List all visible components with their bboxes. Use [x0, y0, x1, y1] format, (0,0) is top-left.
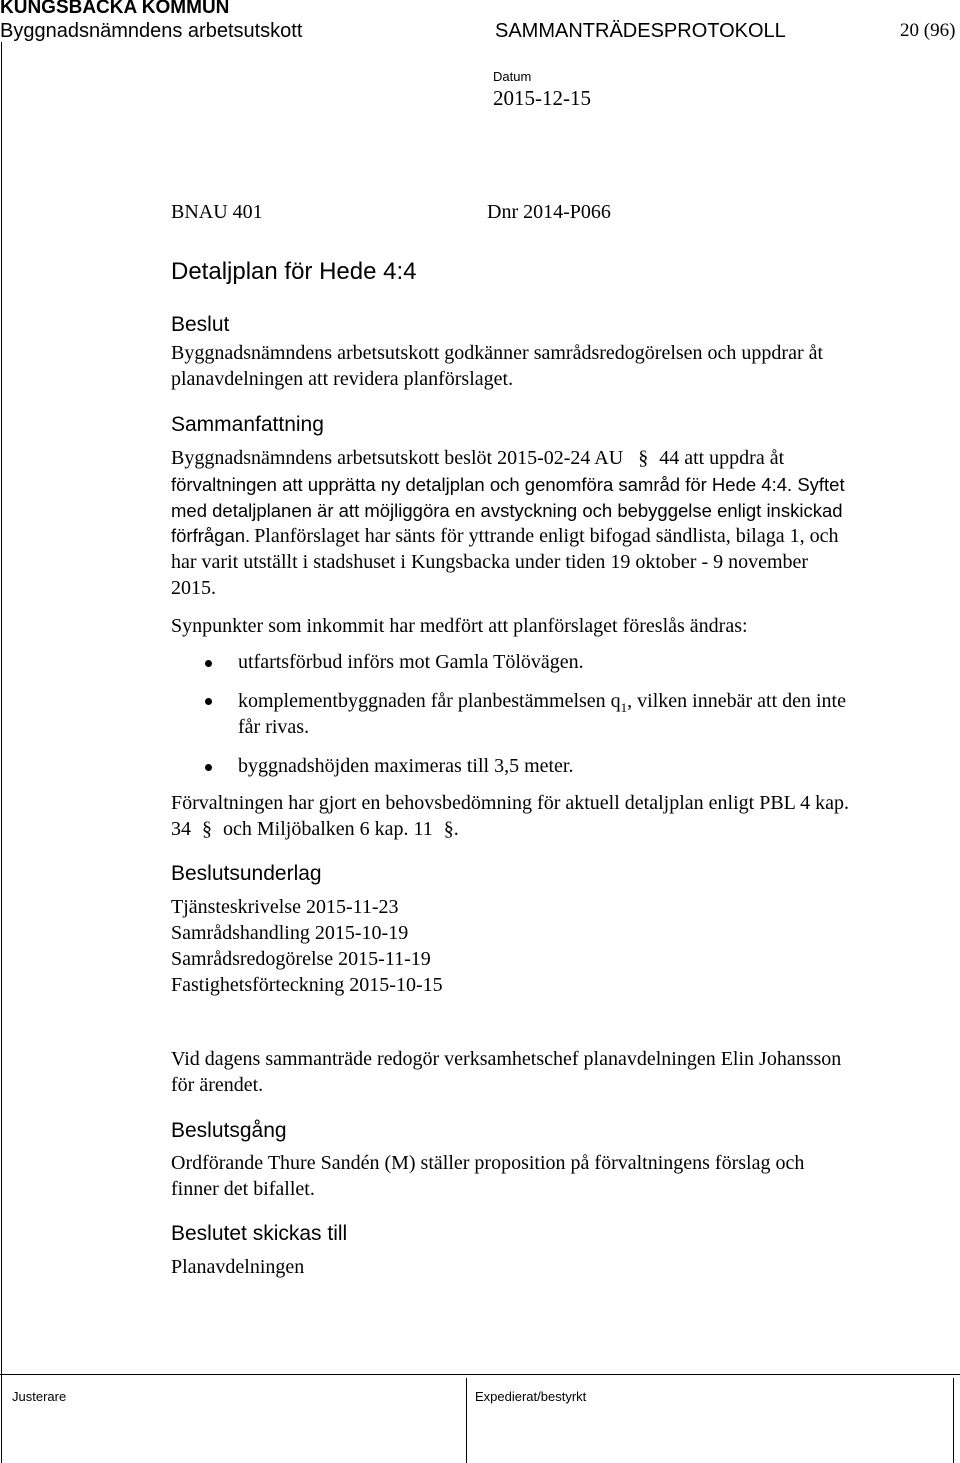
beslut-text-line: planavdelningen att revidera planförslaget.	[171, 368, 514, 390]
summary-text-line: med detaljplanen är att möjliggöra en avstyckning och bebyggelse enligt inskickad	[171, 500, 843, 521]
case-number: BNAU 401	[171, 201, 263, 223]
summary-text-segment: Byggnadsnämndens arbetsutskott beslöt 2015-02-24 AU	[171, 447, 624, 469]
dnr-number: Dnr 2014-P066	[487, 201, 611, 223]
section-sign: §	[638, 447, 649, 469]
bullet-icon	[205, 698, 212, 705]
section-heading-beslutsgang: Beslutsgång	[171, 1119, 287, 1142]
subscript: 1	[620, 700, 628, 715]
meeting-date: 2015-12-15	[493, 86, 591, 110]
assessment-text-line	[171, 818, 459, 841]
section-heading-skickas: Beslutet skickas till	[171, 1222, 348, 1245]
summary-text-line: har varit utställt i stadshuset i Kungsbacka under tiden 19 oktober - 9 november	[171, 551, 809, 573]
section-heading-sammanfattning: Sammanfattning	[171, 413, 324, 436]
basis-document: Fastighetsförteckning 2015-10-15	[171, 974, 443, 996]
recipient: Planavdelningen	[171, 1256, 305, 1278]
section-heading-beslutsunderlag: Beslutsunderlag	[171, 862, 322, 885]
summary-text-segment: förfrågan.	[171, 525, 251, 546]
expedierat-label: Expedierat/bestyrkt	[475, 1389, 587, 1404]
summary-text-segment: Syftet	[797, 474, 845, 495]
list-item-segment: , vilken innebär att den inte	[627, 690, 846, 712]
summary-text-line	[171, 474, 845, 496]
left-margin-rule	[1, 42, 2, 1463]
procedure-text-line: Ordförande Thure Sandén (M) ställer proposition på förvaltningens förslag och	[171, 1152, 805, 1174]
meeting-note-line: för ärendet.	[171, 1074, 264, 1096]
section-sign: §	[202, 818, 212, 840]
assessment-text-segment: 34	[171, 818, 191, 840]
section-sign: §	[443, 818, 454, 840]
summary-text-line	[171, 525, 838, 548]
bullet-icon	[205, 660, 212, 667]
assessment-text-line: Förvaltningen har gjort en behovsbedömning för aktuell detaljplan enligt PBL 4 kap.	[171, 792, 850, 814]
summary-text-line: 2015.	[171, 577, 216, 599]
summary-text-segment: Planförslaget har sänts för yttrande enligt bifogad sändlista, bilaga 1, och	[254, 525, 839, 547]
assessment-text-segment: .	[453, 818, 459, 840]
document-type: SAMMANTRÄDESPROTOKOLL	[495, 20, 786, 42]
basis-document: Samrådsredogörelse 2015-11-19	[171, 948, 431, 970]
basis-document: Samrådshandling 2015-10-19	[171, 922, 409, 944]
page-number: 20 (96)	[900, 20, 956, 41]
basis-document: Tjänsteskrivelse 2015-11-23	[171, 896, 399, 918]
list-item-continuation: får rivas.	[238, 716, 310, 738]
footer-divider	[466, 1378, 467, 1463]
procedure-text-line: finner det bifallet.	[171, 1178, 315, 1200]
justerare-label: Justerare	[12, 1389, 67, 1404]
list-item-segment: komplementbyggnaden får planbestämmelsen q	[238, 690, 621, 712]
summary-text-segment: 44 att uppdra åt	[659, 447, 785, 469]
date-label: Datum	[493, 69, 532, 84]
page-title: Detaljplan för Hede 4:4	[171, 258, 417, 285]
summary-text-segment: förvaltningen att upprätta ny detaljplan och genomföra samråd för Hede 4:4.	[171, 474, 793, 495]
assessment-text-segment: och Miljöbalken 6 kap. 11	[223, 818, 433, 840]
list-item: byggnadshöjden maximeras till 3,5 meter.	[238, 755, 574, 777]
bullet-icon	[205, 764, 212, 771]
list-item: utfartsförbud införs mot Gamla Tölövägen.	[238, 651, 584, 673]
meeting-note-line: Vid dagens sammanträde redogör verksamhetschef planavdelningen Elin Johansson	[171, 1048, 842, 1070]
footer-divider	[953, 1378, 954, 1463]
organization-name: KUNGSBACKA KOMMUN	[0, 0, 230, 18]
footer-rule	[0, 1374, 960, 1375]
summary-text-line	[171, 447, 784, 470]
section-heading-beslut: Beslut	[171, 313, 230, 336]
list-item	[238, 690, 846, 716]
committee-name: Byggnadsnämndens arbetsutskott	[0, 20, 303, 42]
beslut-text-line: Byggnadsnämndens arbetsutskott godkänner samrådsredogörelsen och uppdrar åt	[171, 342, 824, 364]
synpunkter-intro: Synpunkter som inkommit har medfört att planförslaget föreslås ändras:	[171, 615, 748, 637]
